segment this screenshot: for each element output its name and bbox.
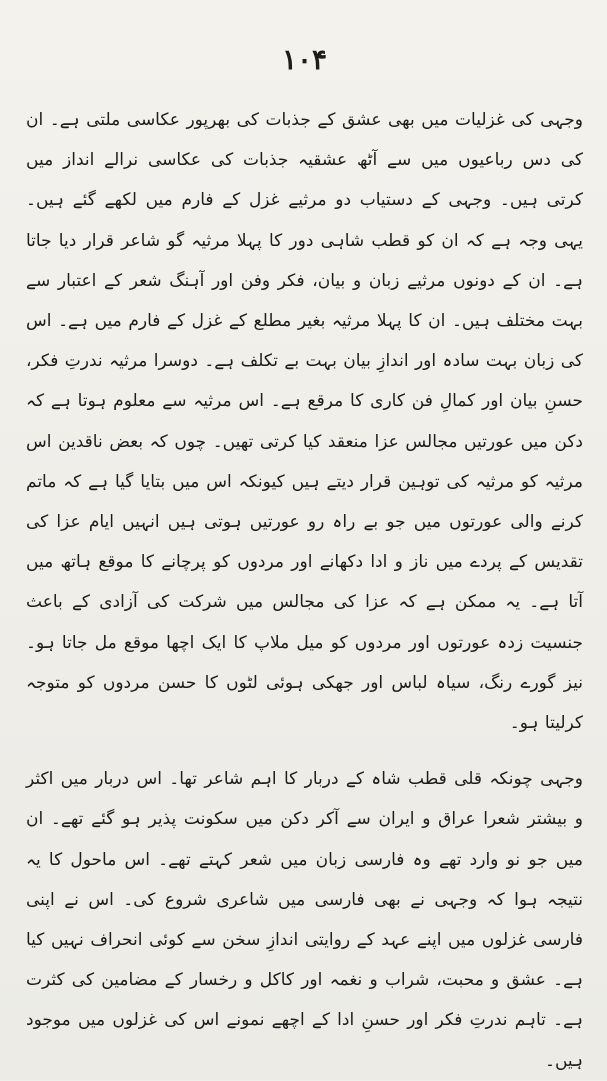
body-text (26, 100, 583, 1081)
paragraph-2: وجہی چونکہ قلی قطب شاہ کے دربار کا اہم شاعر تھا۔ اس دربار میں اکثر و بیشتر شعرا عراق و ایران سے آکر دکن میں سکونت پذیر ہو گئے تھے۔ ان میں جو نو وارد تھے وہ فارسی زبان میں شعر کہتے تھے۔ اس ماحول کا یہ نتیجہ ہوا کہ وجہی نے بھی فارسی میں شاعری شروع کی۔ اس نے اپنی فارسی غزلوں میں اپنے عہد کے روایتی اندازِ سخن سے کوئی انحراف نہیں کیا ہے۔ عشق و محبت، شراب و نغمہ اور کاکل و رخسار کے مضامین کی کثرت ہے۔ تاہم ندرتِ فکر اور حسنِ ادا کے اچھے نمونے اس کی غزلوں میں موجود ہیں۔ (26, 769, 583, 1071)
paragraph-1: وجہی کی غزلیات میں بھی عشق کے جذبات کی بھرپور عکاسی ملتی ہے۔ ان کی دس رباعیوں میں سے آٹھ عشقیہ جذبات کی عکاسی نرالے انداز میں کرتی ہیں۔ وجہی کے دستیاب دو مرثیے غزل کے فارم میں لکھے گئے ہیں۔ یہی وجہ ہے کہ ان کو قطب شاہی دور کا پہلا مرثیہ گو شاعر قرار دیا جاتا ہے۔ ان کے دونوں مرثیے زبان و بیان، فکر وفن اور آہنگ شعر کے اعتبار سے بہت مختلف ہیں۔ ان کا پہلا مرثیہ بغیر مطلع کے غزل کے فارم میں ہے۔ اس کی زبان بہت سادہ اور اندازِ بیان بہت بے تکلف ہے۔ دوسرا مرثیہ ندرتِ فکر، حسنِ بیان اور کمالِ فن کاری کا مرقع ہے۔ اس مرثیہ سے معلوم ہوتا ہے کہ دکن میں عورتیں مجالس عزا منعقد کیا کرتی تھیں۔ چوں کہ بعض ناقدین اس مرثیہ کو مرثیہ کی توہین قرار دیتے ہیں کیونکہ اس میں بتایا گیا ہے کہ ماتم کرنے والی عورتوں میں جو بے راہ رو عورتیں ہوتی ہیں انہیں ایام عزا کی تقدیس کے پردے میں ناز و ادا دکھانے اور مردوں کو پرچانے کا موقع ہاتھ میں آتا ہے۔ یہ ممکن ہے کہ عزا کی مجالس میں شرکت کی آزادی کے باعث جنسیت زدہ عورتوں اور مردوں کو میل ملاپ کا ایک اچھا موقع مل جاتا ہو۔ نیز گورے رنگ، سیاہ لباس اور جھکی ہوئی لٹوں کا حسن مردوں کو متوجہ کرلیتا ہو۔ (26, 110, 583, 734)
page-number: ۱۰۴ (281, 43, 328, 76)
